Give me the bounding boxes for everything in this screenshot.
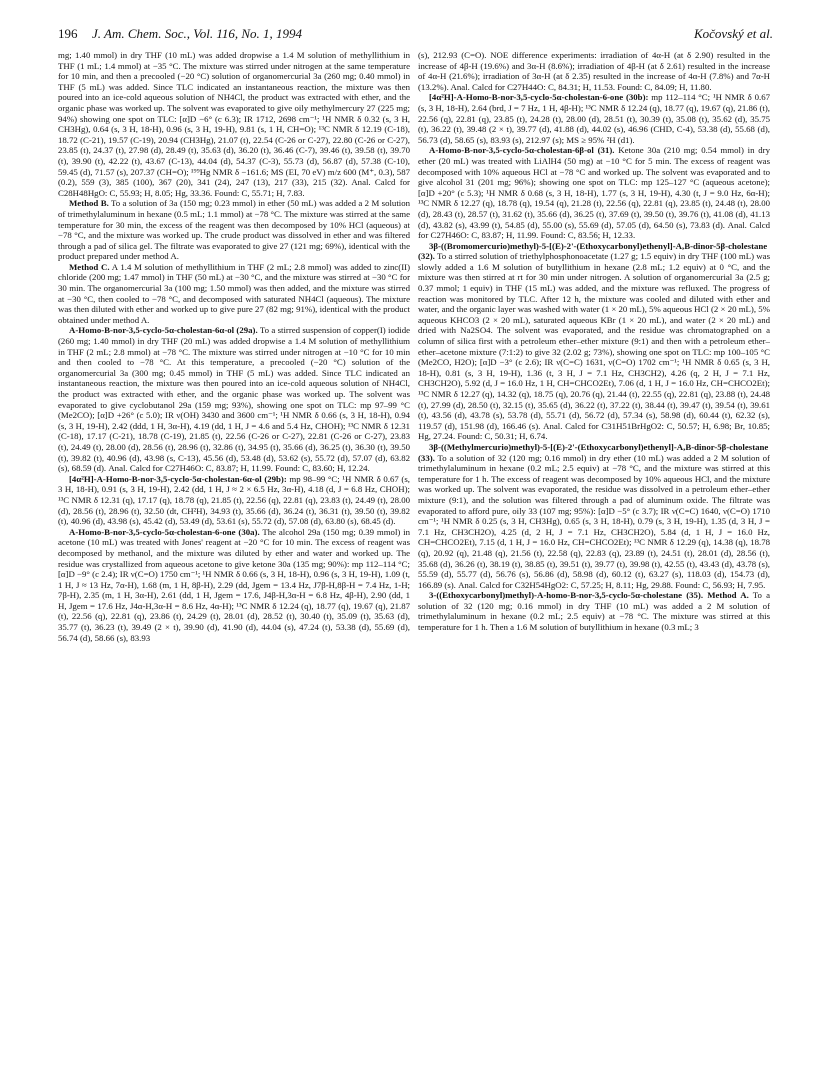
paragraph-text: To a stirred solution of triethylphosphonoacetate (1.27 g; 1.5 equiv) in dry THF (100 mL) was slowly added a 1.6 M solution of butyllithium in hexane (2.8 mL; 1.2 equiv) at 0 °C, and the mixture was then stirred at rt for 30 min under nitrogen. A solution of organomercurial 3a (2.5 g; 0.37 mmol; 1 equiv) in THF (15 mL) was added, and the mixture was refluxed. The progress of reaction was monitored by TLC. After 12 h, the mixture was cooled and diluted with ether and water, and the organic layer was washed with water (1 × 20 mL), 5% aqueous HCl (2 × 20 mL), 5% aqueous KHCO3 (2 × 20 mL), saturated aqueous KBr (1 × 20 mL), and water (2 × 20 mL) and dried with Na2SO4. The solvent was evaporated, and the residue was chromatographed on a column of silica first with a petroleum ether–ether mixture (9:1) and then with a petroleum ether–ether–acetone mixture (7:1:2) to give 32 (2.02 g; 73%), showing one spot on TLC: mp 100–105 °C (Me2CO, H2O); [α]D −3° (c 2.6); IR ν(C=C) 1631, ν(C=O) 1702 cm⁻¹; ¹H NMR δ 0.65 (s, 3 H, 18-H), 0.81 (s, 3 H, 19-H), 1.36 (t, 3 H, J = 7.1 Hz, CH3CH2), 4.26 (q, 2 H, J = 7.1 Hz, CH3CH2O), 5.92 (d, J = 16.0 Hz, 1 H, CH=CHCO2Et), 7.06 (d, 1 H, J = 16.0 Hz, CH=CHCO2Et); ¹³C NMR δ 12.27 (q), 14.32 (q), 18.75 (q), 20.76 (q), 21.44 (t), 22.55 (q), 22.81 (q), 23.88 (t), 24.48 (t), 27.99 (d), 28.50 (t), 32.15 (t), 35.65 (d), 36.22 (t), 37.22 (t), 38.44 (t), 39.47 (t), 39.54 (t), 39.61 (t), 43.56 (d), 43.78 (s), 53.78 (d), 55.71 (d), 56.72 (d), 57.34 (s), 58.98 (d), 60.44 (t), 62.32 (s), 119.57 (d), 151.98 (d), 166.46 (s). Anal. Calcd for C31H51BrHgO2: C, 50.57; H, 6.98; Br, 10.85; Hg, 27.24. Found: C, 50.31; H, 6.74. bbox=[418, 251, 770, 442]
paragraph-text: A 1.4 M solution of methyllithium in THF (2 mL; 2.8 mmol) was added to zinc(II) chloride (200 mg; 1.47 mmol) in THF (50 mL) at −30 °C, and the mixture was stirred at −30 °C for 30 min. The organomercurial 3a (100 mg; 1.50 mmol) was then added, and the mixture was stirred at −30 °C, then cooled to −78 °C, and decomposed with saturated NH4Cl (aqueous). The mixture was then diluted with ether and worked up to give pure 27 (82 mg; 91%), identical with the product obtained under method A. bbox=[58, 261, 410, 325]
running-authors: Kočovský et al. bbox=[693, 26, 773, 41]
paragraph bbox=[58, 262, 410, 326]
paragraph bbox=[418, 442, 770, 590]
paragraph-heading: Method C. bbox=[69, 261, 110, 272]
paragraph bbox=[58, 474, 410, 527]
paragraph-text: The alcohol 29a (150 mg; 0.39 mmol) in acetone (10 mL) was treated with Jones' reagent at −20 °C for 10 min. The excess of reagent was decomposed by methanol, and the mixture was diluted by ether and water and worked up. The residue was crystallized from aqueous acetone to give ketone 30a (135 mg; 90%): mp 112–114 °C; [α]D −9° (c 2.4); IR ν(C=O) 1750 cm⁻¹; ¹H NMR δ 0.66 (s, 3 H, 18-H), 0.96 (s, 3 H, 19-H), 1.09 (t, 1 H, J ≈ 13 Hz, 7α-H), 1.68 (m, 1 H, 8β-H), 2.29 (dd, Jgem = 13.4 Hz, J7β-H,8β-H = 7.4 Hz, 1-H; 7β-H), 2.35 (m, 1 H, 3α-H), 2.61 (dd, 1 H, Jgem = 17.6, J4β-H,3α-H = 6.8 Hz, 4β-H), 2.90 (dd, 1 H, Jgem = 17.6 Hz, J4α-H,3α-H = 8.6 Hz, 4α-H); ¹³C NMR δ 12.24 (q), 18.77 (q), 19.67 (q), 21.87 (t), 22.56 (q), 22.81 (q), 23.86 (t), 24.29 (t), 28.01 (d), 28.52 (t), 30.40 (t), 35.09 (t), 35.63 (d), 35.77 (t), 36.23 (t), 39.49 (2 × t), 39.90 (d), 41.90 (d), 44.04 (s), 47.24 (t), 53.38 (d), 55.69 (d), 56.74 (d), 58.66 (s), 83.93 bbox=[58, 526, 410, 643]
paragraph-heading: A-Homo-B-nor-3,5-cyclo-5α-cholestan-6β-ol (31). bbox=[429, 145, 615, 156]
paragraph-heading: A-Homo-B-nor-3,5-cyclo-5α-cholestan-6-one (30a). bbox=[69, 526, 260, 537]
paragraph-text: mp 98–99 °C; ¹H NMR δ 0.67 (s, 3 H, 18-H), 0.91 (s, 3 H, 19-H), 2.42 (dd, 1 H, J ≈ 2 × 6.5 Hz, 3α-H), 4.18 (d, J = 6.8 Hz, CHOH); ¹³C NMR δ 12.31 (q), 17.17 (q), 18.78 (q), 21.85 (t), 22.56 (q), 22.81 (q), 23.83 (t), 24.49 (t), 28.00 (d), 28.56 (t), 28.96 (t), 32.50 (dt, CH²H), 34.93 (t), 35.66 (d), 36.24 (t), 36.31 (t), 39.50 (t), 39.82 (t), 40.96 (d), 43.98 (s), 45.42 (d), 53.49 (d), 53.61 (s), 55.72 (d), 57.08 (d), 63.80 (s), 68.45 (d). bbox=[58, 473, 410, 527]
paragraph bbox=[58, 50, 410, 198]
paragraph-heading: A-Homo-B-nor-3,5-cyclo-5α-cholestan-6α-ol (29a). bbox=[69, 325, 258, 336]
paragraph-heading: 3β-((Bromomercurio)methyl)-5-[(E)-2'-(Ethoxycarbonyl)ethenyl]-A,B-dinor-5β-cholestane (32). bbox=[418, 240, 768, 262]
paragraph bbox=[418, 92, 770, 145]
paragraph-heading: 3β-((Methylmercurio)methyl)-5-[(E)-2'-(Ethoxycarbonyl)ethenyl]-A,B-dinor-5β-cholestane (33). bbox=[418, 441, 769, 463]
paragraph-heading: [4α²H]-A-Homo-B-nor-3,5-cyclo-5α-cholestan-6-one (30b): bbox=[429, 92, 649, 103]
paragraph bbox=[58, 527, 410, 644]
paragraph bbox=[418, 145, 770, 240]
paragraph-heading: 3-((Ethoxycarbonyl)methyl)-A-homo-B-nor-3,5-cyclo-5α-cholestane (35). Method A. bbox=[429, 590, 749, 601]
paragraph bbox=[418, 50, 770, 92]
paragraph-text: mg; 1.40 mmol) in dry THF (10 mL) was added dropwise a 1.4 M solution of methyllithium in THF (1 mL; 1.4 mmol) at −35 °C. The mixture was stirred under nitrogen at the same temperature for 10 min, and then a precooled (−20 °C) solution of organomercurial 3a (260 mg; 0.40 mmol) in THF (5 mL) was added. Since TLC indicated an instantaneous reaction, the mixture was then poured into an ice-cold aqueous solution of NH4Cl, the product was extracted with ether, and the organic phase was worked up. The solvent was evaporated to give oily methylmercury 27 (225 mg; 94%) showing one spot on TLC: [α]D −6° (c 6.3); IR 1712, 2698 cm⁻¹; ¹H NMR δ 0.32 (s, 3 H, CH3Hg), 0.64 (s, 3 H, 18-H), 0.96 (s, 3 H, 19-H), 9.81 (s, 1 H, CH=O); ¹³C NMR δ 12.19 (C-18), 18.72 (C-21), 19.57 (C-19), 20.94 (CH3Hg), 21.07 (t), 22.54 (C-26 or C-27), 22.80 (C-26 or C-27), 23.85 (t), 24.37 (t), 27.98 (d), 28.49 (t), 35.63 (d), 36.20 (t), 36.46 (C-7), 39.46 (t), 39.58 (t), 39.70 (t), 39.90 (t), 42.22 (t), 43.67 (C-13), 44.04 (d), 54.37 (C-3), 55.73 (d), 56.87 (d), 57.38 (C-10), 59.45 (d), 71.57 (s), 207.37 (CH=O); ¹⁹⁹Hg NMR δ −161.6; MS (EI, 70 eV) m/z 600 (M⁺, 0.3), 587 (0.2), 559 (3), 385 (100), 367 (20), 341 (24), 247 (13), 217 (33), 215 (32). Anal. Calcd for C28H48HgO: C, 55.93; H, 8.05; Hg, 33.36. Found: C, 55.71; H, 7.83. bbox=[58, 50, 410, 198]
page-number: 196 bbox=[58, 26, 78, 41]
paragraph-heading: Method B. bbox=[69, 198, 109, 209]
running-header bbox=[58, 24, 773, 44]
paragraph-text: (s), 212.93 (C=O). NOE difference experiments: irradiation of 4α-H (at δ 2.90) resulted in the increase of 4β-H (19.6%) and 3α-H (8.6%); irradiation of 4β-H (at δ 2.61) resulted in the increase of 4α-H (21.6%); irradiation of 3α-H (at δ 2.35) resulted in the increase of 4α-H (7.8%) and 7α-H (13.2%). Anal. Calcd for C27H44O: C, 84.31; H, 11.53. Found: C, 84.09; H, 11.80. bbox=[418, 50, 770, 92]
paragraph-text: To a solution of 3a (150 mg; 0.23 mmol) in ether (50 mL) was added a 2 M solution of trimethylaluminum in hexane (0.5 mL; 1.1 mmol) at −78 °C. The mixture was stirred at the same temperature for 30 min, the excess of the reagent was then decomposed by 10% HCl (aqueous) at −78 °C, and the mixture was worked up. The crude product was dissolved in ether and was filtered through a pad of silica gel. The filtrate was evaporated to give 27 (121 mg; 69%), identical with the product prepared under method A. bbox=[58, 198, 410, 262]
journal-citation: J. Am. Chem. Soc., Vol. 116, No. 1, 1994 bbox=[92, 26, 303, 41]
paragraph bbox=[58, 198, 410, 262]
paragraph-text: Ketone 30a (210 mg; 0.54 mmol) in dry ether (20 mL) was treated with LiAlH4 (50 mg) at −10 °C for 5 min. The excess of reagent was decomposed with 10% aqueous HCl at −78 °C and worked up. The solvent was evaporated and to give alcohol 31 (201 mg; 96%); showing one spot on TLC: mp 125–127 °C (aqueous acetone); [α]D +20° (c 5.3); ¹H NMR δ 0.68 (s, 3 H, 18-H), 1.77 (s, 3 H, 19-H), 4.30 (t, J = 9.0 Hz, 6α-H); ¹³C NMR δ 12.27 (q), 18.78 (q), 19.54 (q), 21.28 (t), 22.56 (q), 22.81 (q), 23.85 (t), 24.48 (t), 28.00 (d), 28.43 (t), 28.57 (t), 31.62 (t), 35.66 (d), 36.25 (t), 37.69 (t), 39.50 (t), 39.76 (t), 41.08 (d), 41.13 (d), 43.82 (s), 43.99 (t), 54.85 (d), 55.00 (s), 55.69 (d), 57.05 (d), 64.50 (s), 73.83 (d). Anal. Calcd for C27H46O: C, 83.87; H, 11.99. Found: C, 83.56; H, 12.33. bbox=[418, 145, 770, 241]
left-column bbox=[58, 50, 410, 1052]
right-column bbox=[418, 50, 770, 1052]
paragraph bbox=[418, 241, 770, 442]
paragraph bbox=[58, 325, 410, 473]
paragraph-text: mp 112–114 °C; ¹H NMR δ 0.67 (s, 3 H, 18-H), 2.64 (brd, J = 7 Hz, 1 H, 4β-H); ¹³C NMR δ 12.24 (q), 18.77 (q), 19.67 (q), 21.86 (t), 22.56 (q), 22.81 (q), 23.85 (t), 24.28 (t), 28.00 (d), 28.51 (t), 30.39 (t), 35.08 (t), 35.62 (d), 35.75 (t), 36.22 (t), 39.48 (2 × t), 39.77 (d), 41.88 (d), 44.02 (s), 46.96 (CHD, C-4), 53.38 (d), 55.68 (d), 56.73 (d), 58.65 (s), 83.93 (s), 212.97 (s); MS ≥ 95% ²H (d1). bbox=[418, 92, 770, 145]
paragraph bbox=[418, 590, 770, 632]
paragraph-text: To a solution of 32 (120 mg; 0.16 mmol) in dry ether (10 mL) was added a 2 M solution of trimethylaluminum in hexane (0.2 mL; 2.5 equiv) at −78 °C, and the mixture was stirred at this temperature for 1 h. The excess of reagent was decomposed by 10% aqueous HCl, and the mixture was worked up. The solvent was evaporated, the residue was dissolved in a petroleum ether–ether mixture (9:1), and the solution was filtered through a pad of aluminum oxide. The filtrate was evaporated to afford pure, oily 33 (107 mg; 95%): [α]D −5° (c 3.7); IR ν(C=C) 1640, ν(C=O) 1710 cm⁻¹; ¹H NMR δ 0.25 (s, 3 H, CH3Hg), 0.65 (s, 3 H, 18-H), 0.79 (s, 3 H, 19-H), 1.35 (d, 3 H, J = 7.1 Hz, CH3CH2O), 4.25 (d, 2 H, J = 7.1 Hz, CH3CH2O), 5.84 (d, 1 H, J = 16.0 Hz, CH=CHCO2Et), 7.15 (d, 1 H, J = 16.0 Hz, CH=CHCO2Et); ¹³C NMR δ 12.29 (q), 14.38 (q), 18.78 (q), 20.92 (q), 21.48 (q), 21.56 (t), 22.58 (q), 22.83 (q), 23.89 (t), 24.51 (t), 28.01 (d), 28.56 (t), 35.68 (d), 36.26 (t), 38.19 (t), 38.85 (t), 39.51 (t), 39.77 (t), 39.98 (t), 42.55 (t), 43.43 (d), 43.78 (s), 55.59 (d), 55.77 (d), 56.76 (s), 56.86 (d), 58.98 (d), 60.12 (t), 63.27 (s), 118.03 (d), 154.73 (d), 166.89 (s). Anal. Calcd for C32H54HgO2: C, 57.25; H, 8.11; Hg, 29.88. Found: C, 56.93; H, 7.95. bbox=[418, 452, 770, 590]
paragraph-text: To a solution of 32 (120 mg; 0.16 mmol) in dry THF (10 mL) was added a 2 M solution of trimethylaluminum in hexane (0.2 mL; 2.5 equiv) at −78 °C. The mixture was stirred at this temperature for 1 h. Then a 1.6 M solution of butyllithium in hexane (0.3 mL; 3 bbox=[418, 590, 770, 633]
paragraph-heading: [4α²H]-A-Homo-B-nor-3,5-cyclo-5α-cholestan-6α-ol (29b): bbox=[69, 473, 287, 484]
paragraph-text: To a stirred suspension of copper(I) iodide (260 mg; 1.40 mmol) in dry THF (20 mL) was added dropwise a 1.4 M solution of methyllithium in THF (2 mL; 2.8 mmol) at −78 °C. The mixture was stirred under nitrogen at −10 °C for 10 min and then cooled to −78 °C. At this temperature, a precooled (−20 °C) solution of the organomercurial 3a (300 mg; 0.45 mmol) in THF (5 mL) was added. Since TLC indicated an instantaneous reaction, the mixture was then poured into an ice-cold aqueous solution of NH4Cl, the product was extracted with ether, and the organic phase was worked up. The solvent was evaporated to give cyclobutanol 29a (159 mg; 93%), showing one spot on TLC: mp 97–99 °C (Me2CO); [α]D +26° (c 5.0); IR ν(OH) 3430 and 3600 cm⁻¹; ¹H NMR δ 0.66 (s, 3 H, 18-H), 0.94 (s, 3 H, 19-H), 2.42 (ddd, 1 H, 3α-H), 4.19 (dd, 1 H, J = 4.6 and 5.4 Hz, CHOH); ¹³C NMR δ 12.31 (C-18), 17.17 (C-21), 18.78 (C-19), 21.85 (t), 22.56 (C-26 or C-27), 22.81 (C-26 or C-27), 23.83 (t), 24.49 (t), 28.00 (d), 28.56 (t), 28.96 (t), 32.86 (t), 34.95 (t), 35.66 (d), 36.25 (t), 36.30 (t), 39.50 (t), 39.82 (t), 40.96 (d), 43.98 (s, C-13), 45.56 (d), 53.48 (d), 53.62 (s), 55.72 (d), 57.07 (d), 63.82 (s), 68.59 (d). Anal. Calcd for C27H46O: C, 83.87; H, 11.99. Found: C, 83.60; H, 12.24. bbox=[58, 325, 410, 474]
